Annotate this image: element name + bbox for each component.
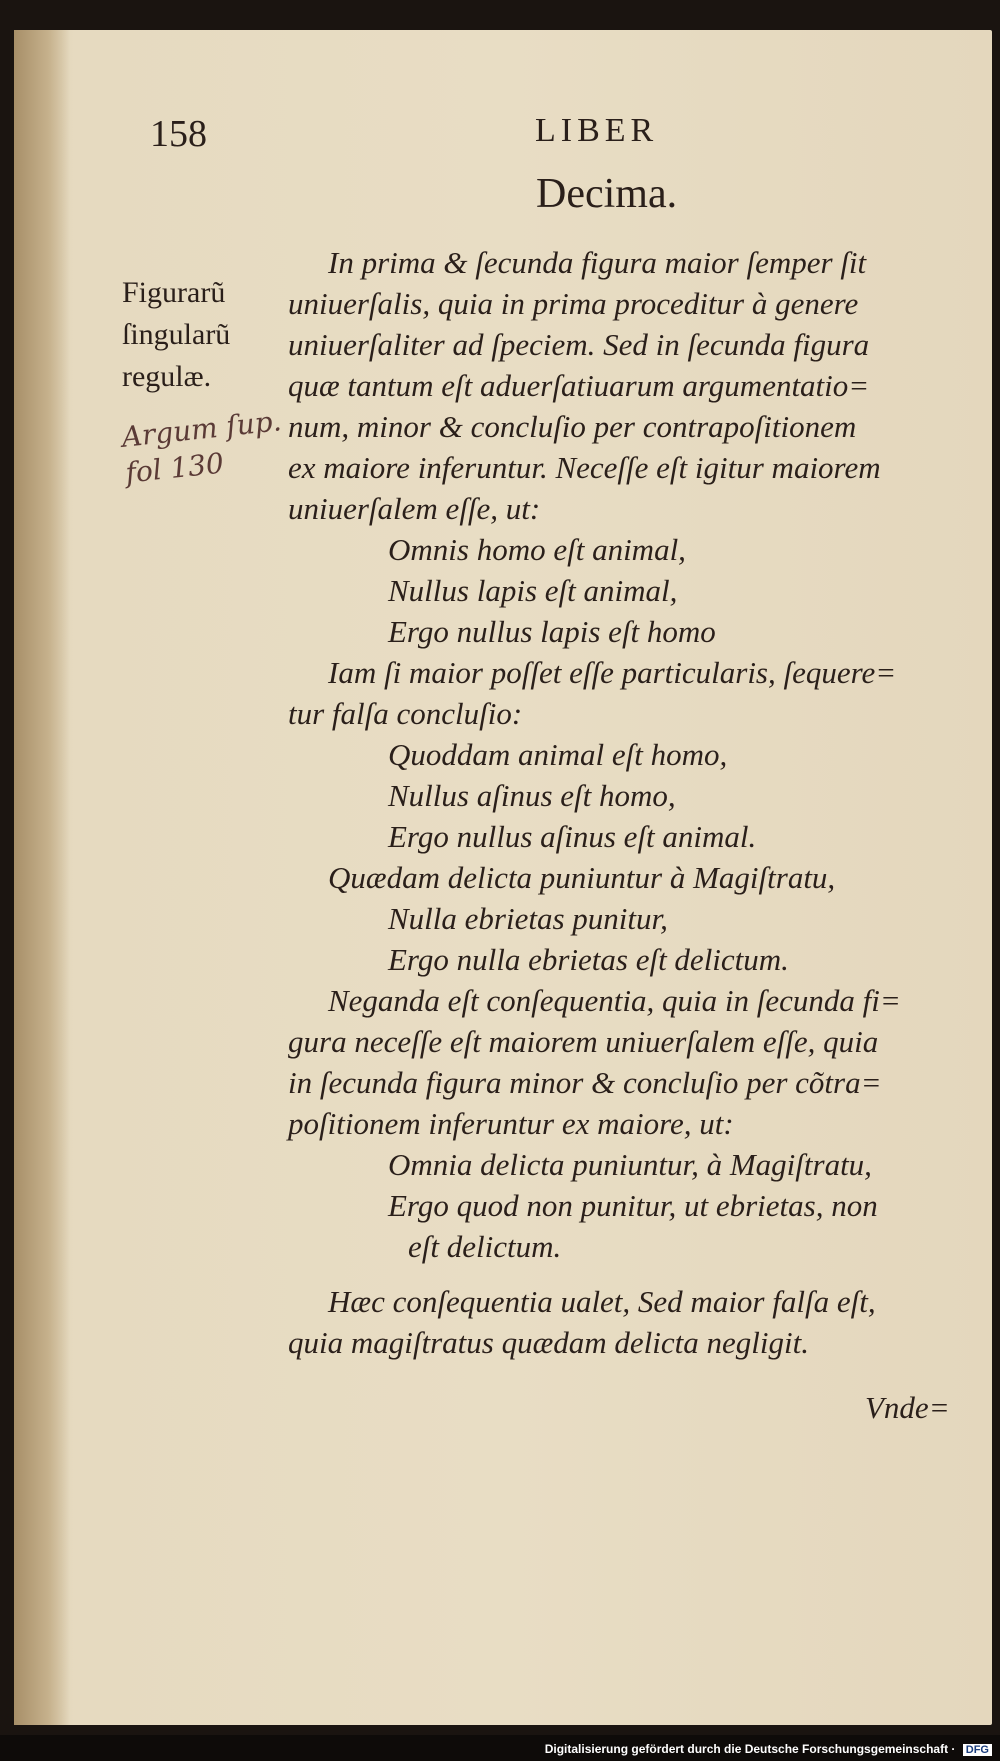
text-line: poſitionem inferuntur ex maiore, ut: — [288, 1106, 734, 1141]
text-line: Hæc conſequentia ualet, Sed maior falſa eſt, — [328, 1284, 876, 1319]
text-line: In prima & ſecunda figura maior ſemper ſit — [328, 245, 867, 280]
text-line: eſt delictum. — [408, 1229, 562, 1264]
text-line: quæ tantum eſt aduerſatiuarum argumentatio= — [288, 368, 870, 403]
text-line: Ergo nullus lapis eſt homo — [388, 614, 716, 649]
text-line: Omnia delicta puniuntur, à Magiſtratu, — [388, 1147, 872, 1182]
catchword: Vnde= — [865, 1390, 950, 1425]
text-line: Quædam delicta puniuntur à Magiſtratu, — [328, 860, 836, 895]
text-line: ex maiore inferuntur. Neceſſe eſt igitur maiorem — [288, 450, 881, 485]
text-line: Quoddam animal eſt homo, — [388, 737, 728, 772]
text-line: Nulla ebrietas punitur, — [388, 901, 668, 936]
text-line: uniuerſalis, quia in prima proceditur à genere — [288, 286, 859, 321]
margin-note-line: Figurarũ — [122, 276, 226, 309]
margin-note — [122, 272, 230, 398]
page-binding-shadow — [14, 30, 70, 1725]
credit-text: Digitalisierung gefördert durch die Deutsche Forschungsgemeinschaft · — [544, 1742, 956, 1756]
digitization-credit — [545, 1742, 992, 1756]
text-line: Ergo nullus aſinus eſt animal. — [388, 819, 757, 854]
page-number: 158 — [150, 113, 207, 155]
running-head: LIBER — [535, 112, 659, 149]
section-title: Decima. — [536, 171, 678, 217]
text-line: uniuerſalem eſſe, ut: — [288, 491, 541, 526]
text-line: tur falſa concluſio: — [288, 696, 523, 731]
main-text — [288, 242, 958, 1363]
handwritten-line: Argum ſup. — [120, 404, 283, 454]
text-line: Nullus aſinus eſt homo, — [388, 778, 676, 813]
text-line: Omnis homo eſt animal, — [388, 532, 686, 567]
paragraph-gap — [288, 1267, 958, 1281]
text-line: Nullus lapis eſt animal, — [388, 573, 678, 608]
margin-note-line: regulæ. — [122, 360, 212, 393]
text-line: Iam ſi maior poſſet eſſe particularis, ſequere= — [328, 655, 897, 690]
margin-note-line: ſingularũ — [122, 318, 231, 351]
text-line: in ſecunda figura minor & concluſio per cõtra= — [288, 1065, 882, 1100]
text-line: quia magiſtratus quædam delicta negligit. — [288, 1325, 809, 1360]
handwritten-line: fol 130 — [123, 446, 226, 490]
text-line: Neganda eſt conſequentia, quia in ſecunda fi= — [328, 983, 901, 1018]
footer-band — [0, 1735, 1000, 1761]
text-line: Ergo nulla ebrietas eſt delictum. — [388, 942, 789, 977]
text-line: uniuerſaliter ad ſpeciem. Sed in ſecunda figura — [288, 327, 870, 362]
text-line: Ergo quod non punitur, ut ebrietas, non — [388, 1188, 878, 1223]
dfg-logo: DFG — [963, 1744, 992, 1756]
text-line: num, minor & concluſio per contrapoſitionem — [288, 409, 857, 444]
text-line: gura neceſſe eſt maiorem uniuerſalem eſſe, quia — [288, 1024, 879, 1059]
